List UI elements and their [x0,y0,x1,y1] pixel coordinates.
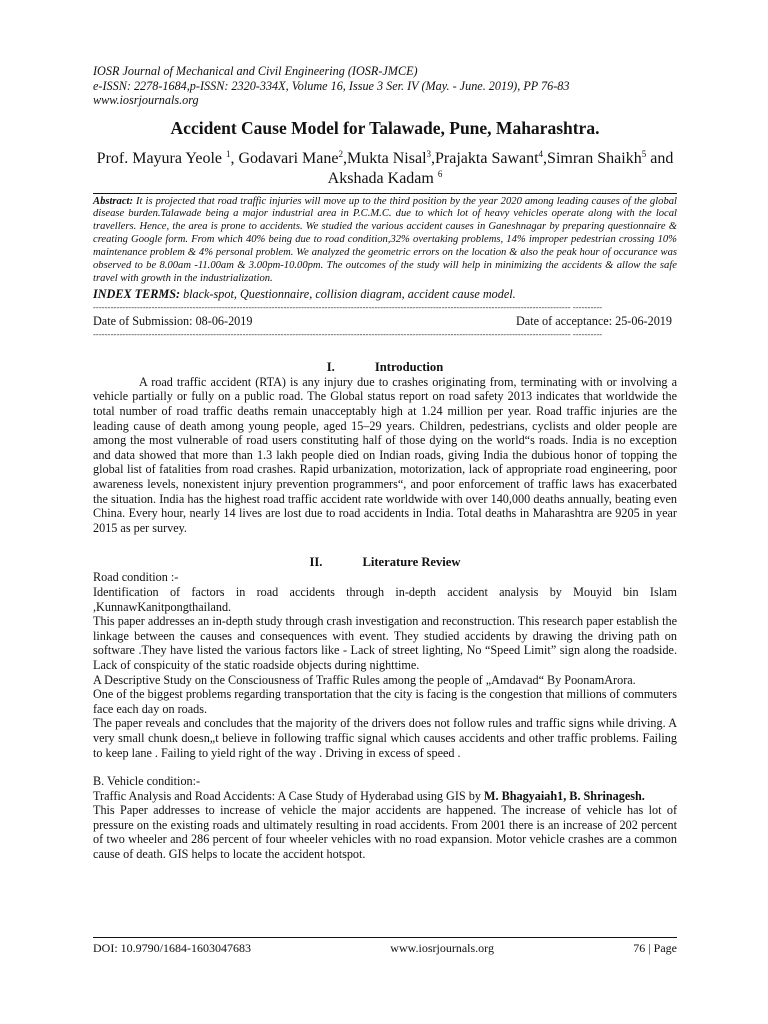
paper-page [93,64,677,862]
section-title: Introduction [374,359,444,374]
author-affiliation: 5 [641,148,647,159]
subsection-label: B. Vehicle condition:- [93,774,201,789]
footer-website: www.iosrjournals.org [390,941,494,955]
paper-title: Accident Cause Model for Talawade, Pune, Maharashtra. [170,117,600,138]
reference-title: A Descriptive Study on the Consciousness of Traffic Rules among the people of „Amdavad“ By PoonamArora. [93,672,636,687]
separator-line: ------------------------------------------------------------------------------------------------------------------------------------------------------------------- ---------- [93,328,603,339]
paragraph-gap [93,760,677,774]
footer-doi: DOI: 10.9790/1684-1603047683 [93,941,251,955]
abstract-text: It is projected that road traffic injuries will move up to the third position by the year 2020 among leading causes of the global disease burden.Talawade being a major industrial area in P.C.M.C. due to which lot of heavy vehicles operate along with the local travellers. Hence, the area is prone to accidents. We studied the various accident causes in Ganeshnagar by preparing questionnaire & creating Google form. From which 40% being due to road condition,32% overtaking problems, 14% improper pedestrian crossing 10% maintenance problem & 4% personal problem. We analyzed the geometric errors on the location & also the peak hour of occurance was observed to be 8.00am -11.00am & 3.00pm-10.00pm. The outcomes of the study will help in minimizing the accidents & allow the safe travel with growth in the industrialization. [93,195,677,284]
journal-header [93,64,677,108]
literature-paragraph: This paper addresses an in-depth study through crash investigation and reconstruction. This research paper establish the linkage between the causes and consequences with event. They studied accidents by drawing the driving path on software .They have listed the various factors like - Lack of street lighting, No “Speed Limit” sign along the roadside. Lack of conspicuity of the static roadside objects during nighttime. [93,614,677,672]
author-name: ,Simran Shaikh [543,149,642,167]
literature-paragraph: The paper reveals and concludes that the majority of the drivers does not follow rules and traffic signs while driving. A very small chunk doesn„t believe in following traffic signal which causes accidents and other traffic problems. Failing to keep lane . Failing to yield right of the way . Driving in excess of speed . [93,716,677,760]
reference-title [93,789,677,804]
section-title: Literature Review [362,555,461,570]
section-heading-literature-review [93,555,677,570]
author-name: , Godavari Mane [230,149,339,167]
literature-paragraph: This Paper addresses to increase of vehicle the major accidents are happened. The increase of vehicle has lot of pressure on the existing roads and ultimately resulting in road accidents. From 2001 there is an increase of 202 percent of two wheeler and 286 percent of four wheeler vehicles with no road expansion. Motor vehicle crashes are a common cause of death. GIS helps to locate the accident hotspot. [93,803,677,862]
index-terms-label: INDEX TERMS: [93,286,181,301]
author-affiliation: 3 [426,148,432,159]
author-name: and Akshada Kadam [327,149,674,187]
author-affiliation: 4 [538,148,544,159]
footer-page-number: 76 | Page [633,941,677,955]
journal-issn: e-ISSN: 2278-1684,p-ISSN: 2320-334X, Volume 16, Issue 3 Ser. IV (May. - June. 2019), PP 76-83 [93,78,570,93]
dates-row [93,313,677,329]
author-name: ,Prajakta Sawant [431,149,539,167]
author-name: ,Mukta Nisal [342,149,427,167]
author-affiliation: 6 [437,168,443,179]
author-affiliation: 1 [226,148,231,159]
index-terms [93,287,677,302]
abstract-label: Abstract: [93,195,134,207]
author-name: Prof. Mayura Yeole [96,149,226,167]
acceptance-date: Date of acceptance: 25-06-2019 [516,313,672,328]
reference-title: Identification of factors in road accidents through in-depth accident analysis by Mouyid bin Islam ,KunnawKanitpongthailand. [93,584,677,614]
abstract-section [93,193,677,302]
literature-paragraph: One of the biggest problems regarding transportation that the city is facing is the congestion that millions of commuters face each day on roads. [93,687,677,716]
section-heading-introduction [93,360,677,375]
reference-text: Traffic Analysis and Road Accidents: A Case Study of Hyderabad using GIS by [93,788,484,803]
section-number: I. [326,359,335,374]
reference-authors: M. Bhagyaiah1, B. Shrinagesh. [483,788,645,803]
author-affiliation: 2 [338,148,343,159]
introduction-paragraph: A road traffic accident (RTA) is any injury due to crashes originating from, terminating with or involving a vehicle partially or fully on a public road. The Global status report on road safety 2013 indicates that worldwide the total number of road traffic deaths remain unacceptably high at 1.24 million per year. Road traffic injuries are the leading cause of death among young people, aged 15–29 years. Children, pedestrians, cyclists and older people are among the most vulnerable of road users constituting half of those dying on the world“s roads. India is no exception and data showed that more than 1.3 lakh people died on Indian roads, giving India the dubious honor of topping the global list of fatalities from road crashes. Rapid urbanization, motorization, lack of appropriate road engineering, poor awareness levels, nonexistent injury prevention programmers“, and poor enforcement of traffic laws has exacerbated the situation. India has the highest road traffic accident rate worldwide with over 140,000 deaths annually, beating even China. Every hour, nearly 14 lives are lost due to road accidents in India. Total deaths in Maharashtra are 9205 in year 2015 as per survey. [93,374,677,535]
index-terms-text: black-spot, Questionnaire, collision diagram, accident cause model. [180,286,516,301]
submission-date: Date of Submission: 08-06-2019 [93,313,253,328]
separator-line: ------------------------------------------------------------------------------------------------------------------------------------------------------------------- ---------- [93,301,603,312]
abstract [93,196,677,286]
page-footer [93,937,677,956]
journal-name: IOSR Journal of Mechanical and Civil Engineering (IOSR-JMCE) [93,64,418,78]
subsection-label: Road condition :- [93,570,179,585]
journal-website: www.iosrjournals.org [93,93,199,107]
section-number: II. [309,555,323,570]
author-list [93,149,677,189]
